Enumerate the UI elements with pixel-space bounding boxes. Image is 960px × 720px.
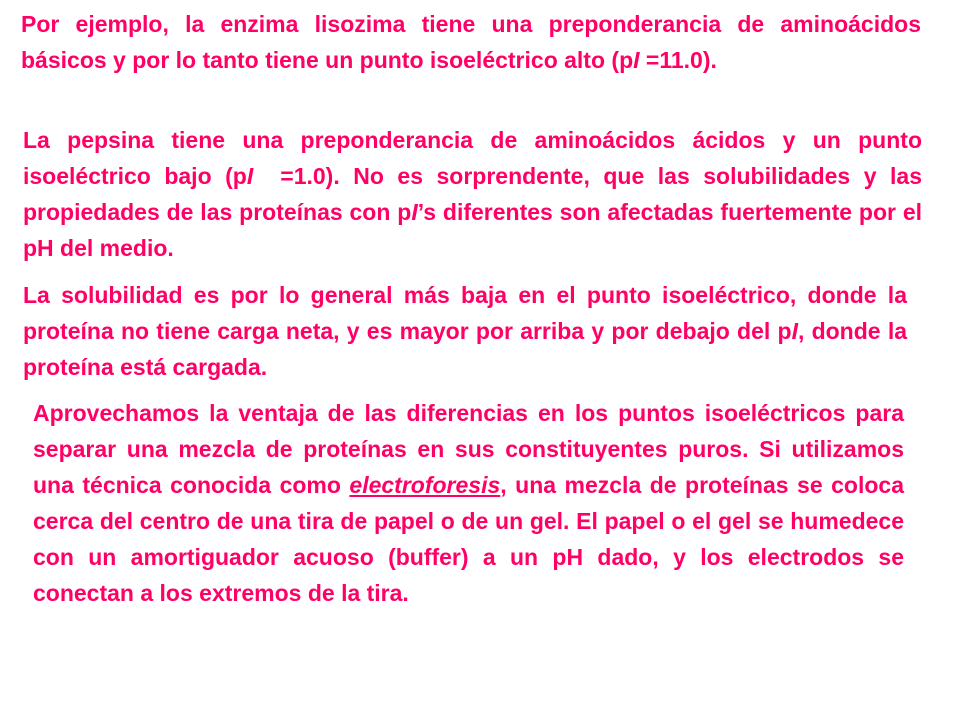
text-run: Por ejemplo, la enzima lisozima tiene una preponderancia de aminoácidos básicos y por lo tanto tiene un punto isoeléctrico alto (p — [21, 11, 921, 73]
text-run: =1.0). No es sorprendente, que las solubilidades y las propiedades de las proteínas con p — [23, 163, 929, 225]
paragraph-pepsina — [23, 122, 929, 266]
text-run: ’s diferentes son afectadas fuertemente por el pH del medio. — [23, 199, 922, 261]
electroforesis-term: electroforesis — [349, 472, 501, 498]
text-run-italic: I — [633, 47, 640, 73]
text-run: Aprovechamos la ventaja de las diferencias en los puntos isoeléctricos para separar una mezcla de proteínas en sus constituyentes puros. Si utilizamos una técnica conocida como — [33, 400, 904, 498]
text-run-italic: I — [411, 199, 418, 225]
text-run: =11.0). — [639, 47, 717, 73]
paragraph-solubilidad — [23, 277, 907, 385]
text-run-italic: I — [246, 163, 254, 189]
paragraph-electroforesis — [33, 395, 904, 611]
text-run: , donde la proteína está cargada. — [23, 318, 907, 380]
text-run: La solubilidad es por lo general más baja en el punto isoeléctrico, donde la proteína no tiene carga neta, y es mayor por arriba y por debajo del p — [23, 282, 907, 344]
paragraph-lisozima — [21, 6, 921, 78]
text-run: La pepsina tiene una preponderancia de aminoácidos ácidos y un punto isoeléctrico bajo (p — [23, 127, 922, 189]
text-run: , una mezcla de proteínas se coloca cerca del centro de una tira de papel o de un gel. El papel o el gel se humedece con un amortiguador acuoso (buffer) a un pH dado, y los electrodos se conectan a los extremos de la tira. — [33, 472, 904, 606]
text-run-italic: I — [791, 318, 798, 344]
